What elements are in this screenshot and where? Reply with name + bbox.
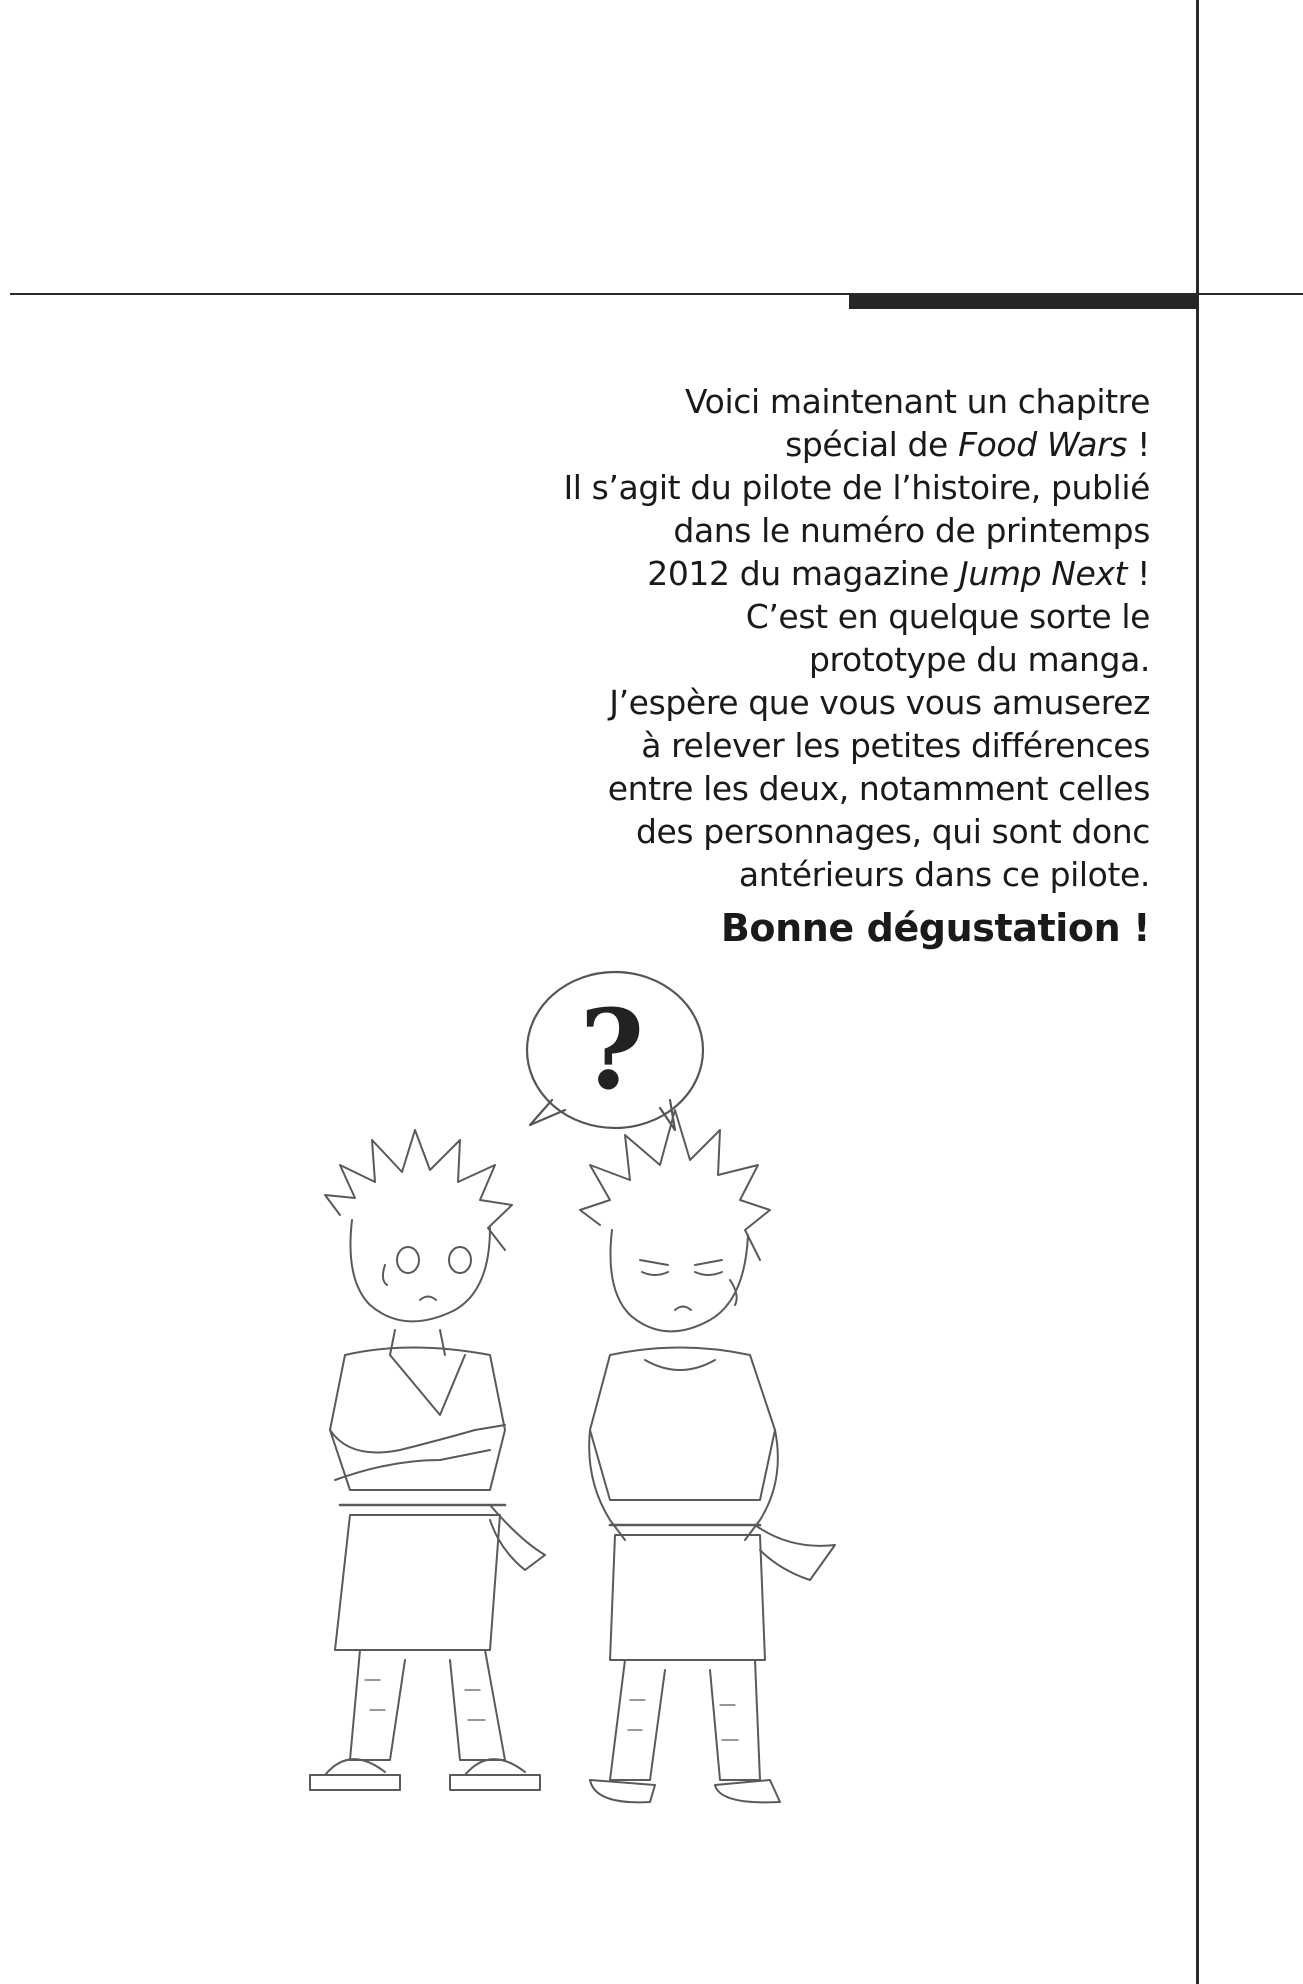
- intro-line: à relever les petites différences: [641, 726, 1150, 765]
- intro-line: Voici maintenant un chapitre: [685, 382, 1150, 421]
- title-jump-next: Jump Next: [958, 554, 1128, 593]
- left-chef: [310, 1130, 545, 1790]
- intro-line: entre les deux, notamment celles: [607, 769, 1150, 808]
- bubble-question-mark: ?: [579, 985, 645, 1114]
- signoff: Bonne dégustation !: [720, 906, 1150, 950]
- intro-line: dans le numéro de printemps: [673, 511, 1150, 550]
- intro-line: C’est en quelque sorte le: [745, 597, 1150, 636]
- intro-text: [530, 380, 1150, 952]
- intro-line: prototype du manga.: [808, 640, 1150, 679]
- intro-line: J’espère que vous vous amuserez: [609, 683, 1150, 722]
- accent-bar: [849, 295, 1198, 309]
- intro-line: antérieurs dans ce pilote.: [738, 855, 1150, 894]
- intro-line: des personnages, qui sont donc: [635, 812, 1150, 851]
- chef-illustration: [290, 960, 970, 1880]
- intro-line: Il s’agit du pilote de l’histoire, publié: [563, 468, 1150, 507]
- intro-line: 2012 du magazine Jump Next !: [647, 554, 1150, 593]
- chef-illustration-svg: [290, 960, 970, 1880]
- title-food-wars: Food Wars: [958, 425, 1128, 464]
- right-chef: [580, 1110, 835, 1802]
- intro-line: spécial de Food Wars !: [785, 425, 1150, 464]
